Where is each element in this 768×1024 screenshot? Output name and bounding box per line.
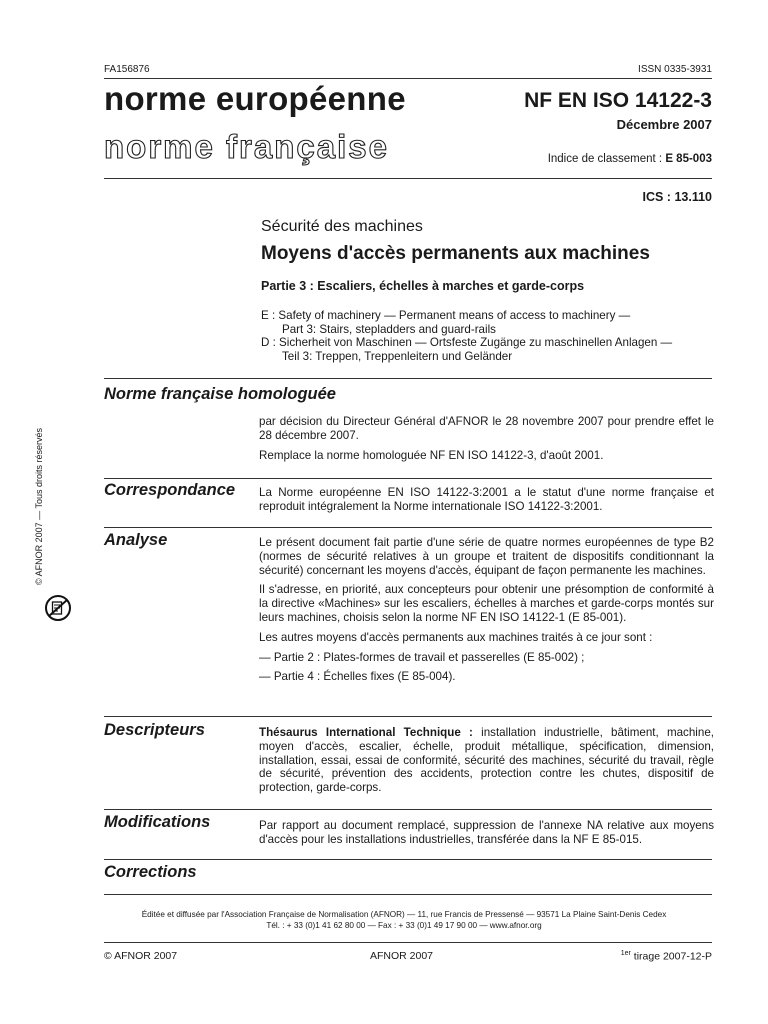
translation-en-part: Part 3: Stairs, stepladders and guard-rails	[282, 322, 496, 336]
tirage-text: tirage 2007-12-P	[630, 950, 712, 963]
section-heading-modifications: Modifications	[104, 813, 211, 831]
subject-part: Partie 3 : Escaliers, échelles à marches et garde-corps	[261, 279, 585, 293]
analyse-item-2: — Partie 4 : Échelles fixes (E 85-004).	[259, 670, 456, 684]
analyse-para-3: Les autres moyens d'accès permanents aux machines traités à ce jour sont :	[259, 630, 653, 644]
ics-code: ICS : 13.110	[642, 190, 712, 204]
descripteurs-keywords: installation industrielle, bâtiment, machine, moyen d'accès, escalier, échelle, produit métallique, spécification, dimension, installation, essai, essai de conformité, sécurité des machines, sécurité du travail, règle de sécurité, prévention des accidents, protection contre les chutes, dispositif de protection, garde-corps.	[259, 726, 714, 795]
publisher-address: Éditée et diffusée par l'Association Française de Normalisation (AFNOR) — 11, rue Francis de Pressensé — 93571 La Plaine Saint-Denis Cedex	[141, 910, 667, 919]
descripteurs-lead: Thésaurus International Technique :	[259, 726, 473, 739]
footer-tirage	[621, 950, 712, 963]
section-body-correspondance	[259, 486, 714, 520]
analyse-item-1: — Partie 2 : Plates-formes de travail et passerelles (E 85-002) ;	[259, 650, 585, 664]
homologuee-decision: par décision du Directeur Général d'AFNOR le 28 novembre 2007 pour prendre effet le 28 décembre 2007.	[259, 415, 714, 442]
section-heading-correspondance: Correspondance	[104, 481, 236, 499]
section-body-homologuee	[259, 415, 714, 468]
translations	[261, 309, 721, 363]
standard-number: NF EN ISO 14122-3	[524, 89, 712, 112]
title-norme-francaise: norme française	[104, 128, 389, 165]
section-body-modifications	[259, 819, 714, 853]
footer-center: AFNOR 2007	[370, 950, 434, 962]
publication-date: Décembre 2007	[616, 117, 712, 132]
section-heading-descripteurs: Descripteurs	[104, 721, 205, 739]
sidebar-rights	[22, 405, 52, 585]
classement-value: E 85-003	[665, 153, 712, 165]
subject-title: Moyens d'accès permanents aux machines	[261, 243, 650, 264]
footer-copyright: © AFNOR 2007	[104, 950, 178, 962]
section-body-descripteurs	[259, 726, 714, 801]
tirage-superscript: 1er	[620, 950, 631, 957]
issn: ISSN 0335-3931	[638, 64, 712, 75]
translation-de: D : Sicherheit von Maschinen — Ortsfeste Zugänge zu maschinellen Anlagen —	[261, 336, 673, 350]
section-heading-analyse: Analyse	[104, 531, 168, 549]
section-body-analyse	[259, 536, 714, 690]
section-heading-homologuee: Norme française homologuée	[104, 385, 336, 403]
translation-de-part: Teil 3: Treppen, Treppenleitern und Geländer	[282, 349, 513, 363]
title-norme-europeenne: norme européenne	[104, 80, 406, 117]
classification-index	[548, 153, 712, 165]
homologuee-replaces: Remplace la norme homologuée NF EN ISO 14122-3, d'août 2001.	[259, 448, 604, 462]
publisher-info	[80, 909, 728, 931]
modifications-text: Par rapport au document remplacé, suppression de l'annexe NA relative aux moyens d'accès pour les installations industrielles, transférée dans la NF E 85-015.	[259, 819, 714, 846]
analyse-para-2: Il s'adresse, en priorité, aux concepteurs pour obtenir une présomption de conformité à la directive «Machines» sur les escaliers, échelles à marches et garde-corps montés sur leurs machines, choisis selon la norme NF EN ISO 14122-1 (E 85-001).	[259, 583, 714, 624]
no-photocopy-icon	[44, 594, 72, 622]
descripteurs-text	[259, 726, 714, 795]
subject-category: Sécurité des machines	[261, 218, 423, 235]
analyse-para-1: Le présent document fait partie d'une série de quatre normes européennes de type B2 (normes de sécurité relatives à un groupe et traitent de dispositifs conditionnant la sécurité) concernant les moyens d'accès, équipant de façon permanente les machines.	[259, 536, 714, 577]
classement-label: Indice de classement :	[547, 153, 663, 165]
section-heading-corrections: Corrections	[104, 863, 197, 881]
translation-en: E : Safety of machinery — Permanent means of access to machinery —	[261, 309, 631, 322]
publisher-contact: Tél. : + 33 (0)1 41 62 80 00 — Fax : + 33 (0)1 49 17 90 00 — www.afnor.org	[266, 921, 542, 930]
document-reference: FA156876	[104, 64, 150, 75]
sidebar-rights-text: © AFNOR 2007 — Tous droits réservés	[34, 427, 44, 585]
correspondance-text: La Norme européenne EN ISO 14122-3:2001 a le statut d'une norme française et reproduit intégralement la Norme internationale ISO 14122-3:2001.	[259, 486, 714, 513]
